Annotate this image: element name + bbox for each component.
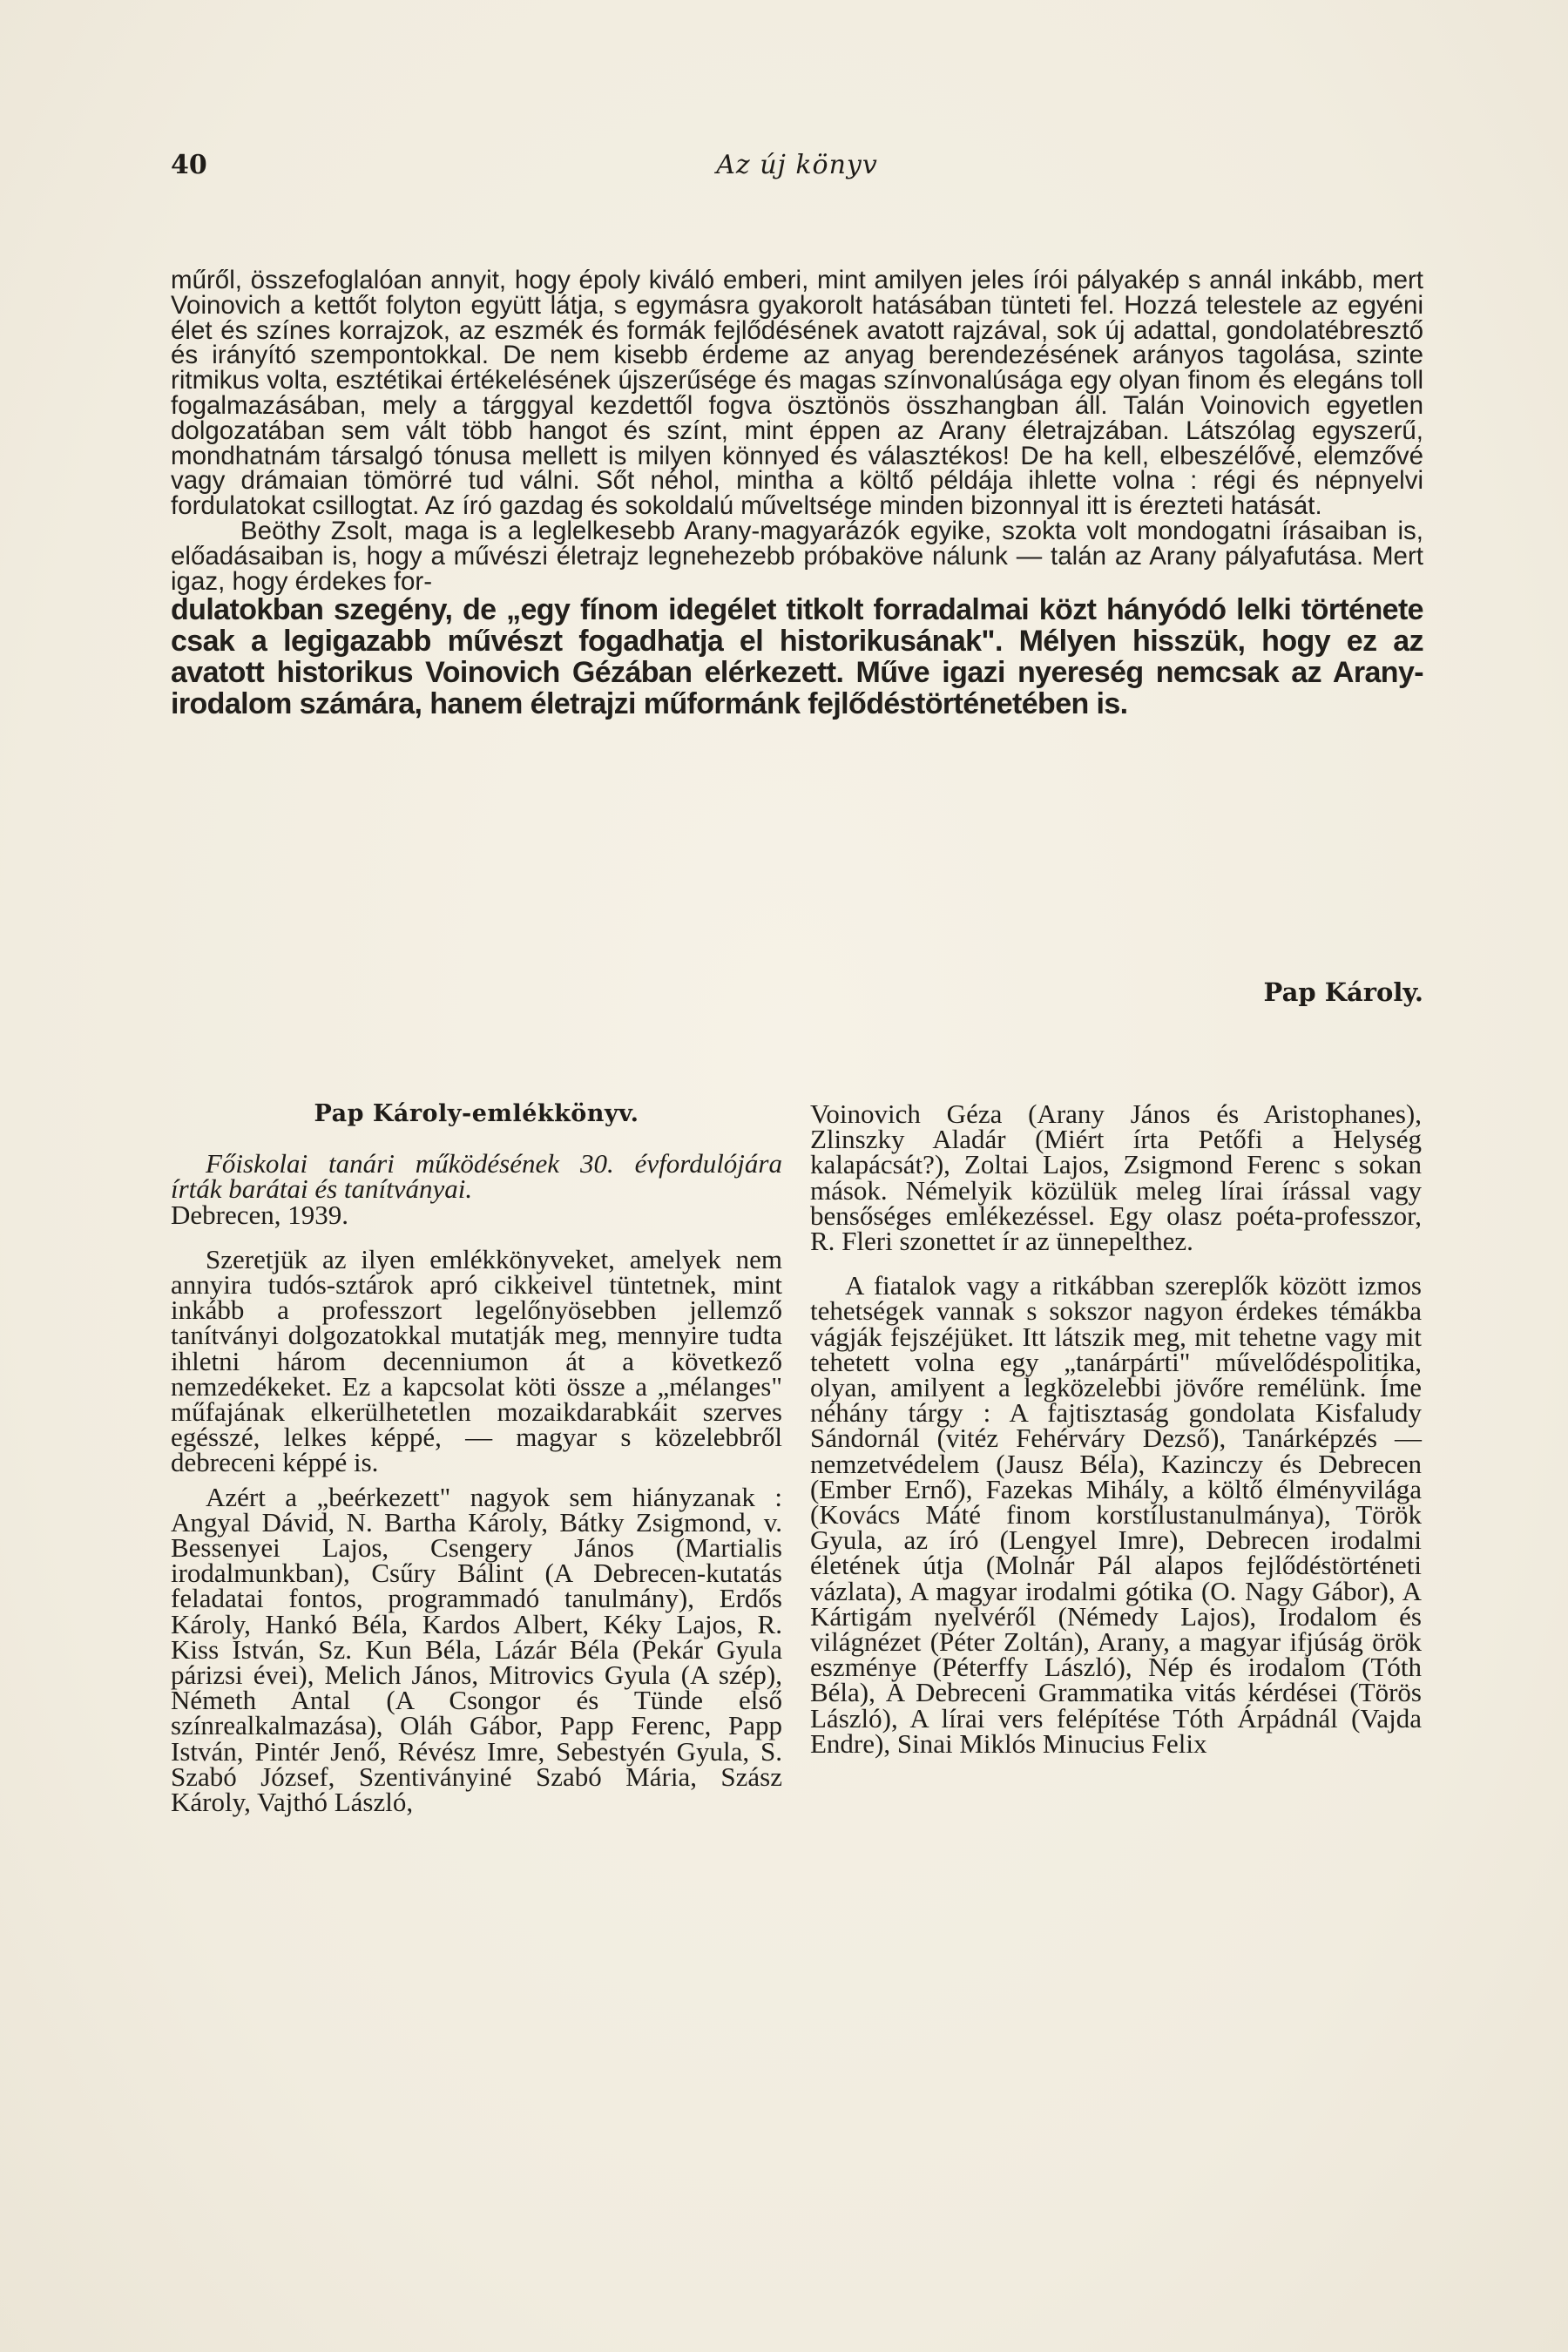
page-number: 40 (171, 150, 207, 180)
book-title: Pap Károly-emlékkönyv. (314, 1100, 639, 1127)
left-column (171, 1100, 782, 1818)
memorial-paragraph-1: Szeretjük az ilyen emlékkönyveket, amelyek nem annyira tudós-sztárok apró cikkeivel tüntetnek, mint inkább a professzort legelőnyösebben jellemző tanítványi dolgozatokkal mutatják meg, mennyire tudta ihletni három decenniumon át a következő nemzedékeket. Ez a kapcsolat köti össze a „mélanges" műfajának elkerülhetetlen mozaikdarabkáit szerves egésszé, lelkes képpé, — magyar s közelebbről debreceni képpé is. (171, 1243, 782, 1478)
memorial-paragraph-2: Azért a „beérkezett" nagyok sem hiányzanak : Angyal Dávid, N. Bartha Károly, Bátky Zsigmond, v. Bessenyei Lajos, Csengery János (Martialis irodalmunkban), Csűry Bálint (A Debrecen-kutatás feladatai fontos, programmadó tanulmány), Erdős Károly, Hankó Béla, Kardos Albert, Kéky Lajos, R. Kiss István, Sz. Kun Béla, Lázár Béla (Pekár Gyula párizsi évei), Melich János, Mitrovics Gyula (A szép), Németh Antal (A Csongor és Tünde első színrealkalmazása), Oláh Gábor, Papp Ferenc, Papp István, Pintér Jenő, Révész Imre, Sebestyén Gyula, S. Szabó József, Szentiványiné Szabó Mária, Szász Károly, Vajthó László, (171, 1481, 782, 1818)
running-head (171, 150, 1423, 185)
memorial-paragraph-3: Voinovich Géza (Arany János és Aristophanes), Zlinszky Aladár (Miért írta Petőfi a Helység kalapácsát?), Zoltai Lajos, Zsigmond Ferenc s sokan mások. Némelyik közülük meleg lírai írással vagy bensőséges emlékezéssel. Egy olasz poéta-professzor, R. Fleri szonettet ír az ünnepelthez. (810, 1098, 1422, 1257)
review-paragraph-2-start: Beöthy Zsolt, maga is a leglelkesebb Arany-magyarázók egyike, szokta volt mondogatni írásaiban is, előadásaiban is, hogy a művészi életrajz legnehezebb próbaköve nálunk — talán az Arany pályafutása. Mert igaz, hogy érdekes for- (171, 516, 1423, 596)
review-paragraph-2-end: dulatokban szegény, de „egy fínom idegélet titkolt forradalmai közt hányódó lelki története csak a legigazabb művészt fogadhatja el historikusának". Mélyen hisszük, hogy ez az avatott historikus Voinovich Gézában elérkezett. Műve igazi nyereség nemcsak az Arany-irodalom számára, hanem életrajzi műformánk fejlődéstörténetében is. (171, 593, 1423, 721)
review-paragraph-1: műről, összefoglalóan annyit, hogy époly kiváló emberi, mint amilyen jeles írói pályakép s annál inkább, mert Voinovich a kettőt folyton együtt látja, s egymásra gyakorolt hatásában tünteti fel. Hozzá telestele az egyéni élet és színes korrajzok, az eszmék és formák fejlődésének avatott rajzával, sok új adattal, gondolatébresztő és irányító szempontokkal. De nem kisebb érdeme az anyag berendezésének arányos tagolása, szinte ritmikus volta, esztétikai értékelésének újszerűsége és magas színvonalúsága egy olyan finom és elegáns toll fogalmazásában, mely a tárggyal kezdettől fogva ösztönös összhangban áll. Talán Voinovich egyetlen dolgozatában sem vált több hangot és színt, mint éppen az Arany életrajzában. Látszólag egyszerű, mondhatnám társalgó tónusa mellett is milyen könnyed és választékos! De ha kell, elbeszélővé, elemzővé vagy drámaian tömörré tud válni. Sőt néhol, mintha a költő példája ihlette volna : régi és népnyelvi fordulatokat csillogtat. Az író gazdag és sokoldalú műveltsége minden bizonnyal itt is érezteti hatását. (171, 266, 1423, 521)
book-subtitle: Főiskolai tanári működésének 30. évfordulójára írták barátai és tanítványai. (171, 1148, 782, 1205)
journal-title: Az új könyv (716, 150, 878, 180)
memorial-paragraph-4: A fiatalok vagy a ritkábban szereplők között izmos tehetségek vannak s sokszor nagyon érdekes témákba vágják fejszéjüket. Itt látszik meg, mit tehetne vagy mit tehetett volna egy „tanárpárti" művelődéspolitika, olyan, amilyent a legközelebbi jövőre remélünk. Íme néhány tárgy : A fajtisztaság gondolata Kisfaludy Sándornál (vitéz Fehérváry Dezső), Tanárképzés — nemzetvédelem (Jausz Béla), Kazinczy és Debrecen (Ember Ernő), Fazekas Mihály, a költő élményvilága (Kovács Máté finom korstílustanulmánya), Török Gyula, az író (Lengyel Imre), Debrecen irodalmi életének útja (Molnár Pál alapos fejlődéstörténeti vázlata), A magyar irodalmi gótika (O. Nagy Gábor), A Kártigám nyelvéről (Némedy Lajos), Irodalom és világnézet (Péter Zoltán), Arany, a magyar ifjúság örök eszménye (Péterffy László), Nép és irodalom (Tóth Béla), A Debreceni Grammatika vitás kérdései (Törös László), A lírai vers felépítése Tóth Árpádnál (Vajda Endre), Sinai Miklós Minucius Felix (810, 1270, 1422, 1759)
right-column (810, 1098, 1422, 1759)
book-place-year: Debrecen, 1939. (171, 1199, 348, 1230)
review-signature: Pap Károly. (1263, 977, 1423, 1007)
review-continuation (171, 268, 1423, 720)
